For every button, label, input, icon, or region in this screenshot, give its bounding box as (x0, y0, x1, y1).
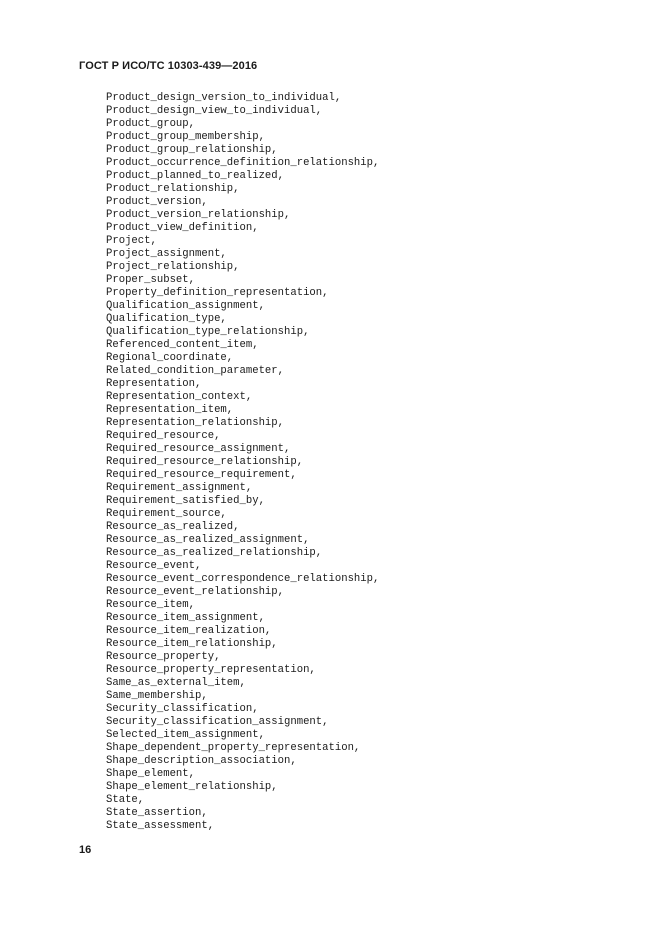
entity-line: Project_relationship, (106, 261, 240, 273)
entity-line: Property_definition_representation, (106, 287, 329, 299)
entity-line: Representation_context, (106, 391, 253, 403)
entity-line: Selected_item_assignment, (106, 729, 265, 741)
entity-line: Shape_description_association, (106, 755, 297, 767)
entity-line: Product_view_definition, (106, 222, 259, 234)
entity-line: Security_classification, (106, 703, 259, 715)
entity-line: Product_group_membership, (106, 131, 265, 143)
entity-line: Requirement_source, (106, 508, 227, 520)
entity-line: Product_design_view_to_individual, (106, 105, 323, 117)
entity-line: Required_resource_assignment, (106, 443, 291, 455)
entity-line: Related_condition_parameter, (106, 365, 285, 377)
entity-line: Qualification_assignment, (106, 300, 265, 312)
entity-line: Requirement_satisfied_by, (106, 495, 265, 507)
entity-line: Resource_as_realized_relationship, (106, 547, 323, 559)
entity-list (106, 92, 379, 833)
entity-line: Security_classification_assignment, (106, 716, 329, 728)
entity-line: Required_resource_relationship, (106, 456, 304, 468)
entity-line: Shape_element, (106, 768, 196, 780)
entity-line: State_assertion, (106, 807, 208, 819)
entity-line: Resource_item, (106, 599, 196, 611)
entity-line: Shape_dependent_property_representation, (106, 742, 361, 754)
entity-line: Product_version_relationship, (106, 209, 291, 221)
entity-line: Resource_item_relationship, (106, 638, 278, 650)
entity-line: Resource_item_assignment, (106, 612, 265, 624)
entity-line: Resource_event_correspondence_relationship, (106, 573, 380, 585)
entity-line: Same_membership, (106, 690, 208, 702)
entity-line: Resource_item_realization, (106, 625, 272, 637)
entity-line: State, (106, 794, 145, 806)
entity-line: Required_resource_requirement, (106, 469, 297, 481)
document-header: ГОСТ Р ИСО/ТС 10303-439—2016 (79, 60, 258, 72)
entity-line: Product_relationship, (106, 183, 240, 195)
entity-line: Product_planned_to_realized, (106, 170, 285, 182)
entity-line: Product_group_relationship, (106, 144, 278, 156)
entity-line: Representation_item, (106, 404, 234, 416)
entity-line: Project, (106, 235, 157, 247)
entity-line: Resource_event_relationship, (106, 586, 285, 598)
entity-line: Proper_subset, (106, 274, 196, 286)
entity-line: State_assessment, (106, 820, 215, 832)
entity-line: Resource_event, (106, 560, 202, 572)
entity-line: Qualification_type_relationship, (106, 326, 310, 338)
entity-line: Resource_property, (106, 651, 221, 663)
entity-line: Resource_as_realized_assignment, (106, 534, 310, 546)
entity-line: Product_group, (106, 118, 196, 130)
entity-line: Requirement_assignment, (106, 482, 253, 494)
entity-line: Resource_property_representation, (106, 664, 316, 676)
entity-line: Representation, (106, 378, 202, 390)
entity-line: Product_occurrence_definition_relationship, (106, 157, 380, 169)
entity-line: Resource_as_realized, (106, 521, 240, 533)
entity-line: Representation_relationship, (106, 417, 285, 429)
entity-line: Referenced_content_item, (106, 339, 259, 351)
page-number: 16 (79, 844, 92, 856)
entity-line: Product_design_version_to_individual, (106, 92, 342, 104)
entity-line: Same_as_external_item, (106, 677, 246, 689)
entity-line: Required_resource, (106, 430, 221, 442)
entity-line: Project_assignment, (106, 248, 227, 260)
entity-line: Qualification_type, (106, 313, 227, 325)
entity-line: Product_version, (106, 196, 208, 208)
entity-line: Regional_coordinate, (106, 352, 234, 364)
entity-line: Shape_element_relationship, (106, 781, 278, 793)
